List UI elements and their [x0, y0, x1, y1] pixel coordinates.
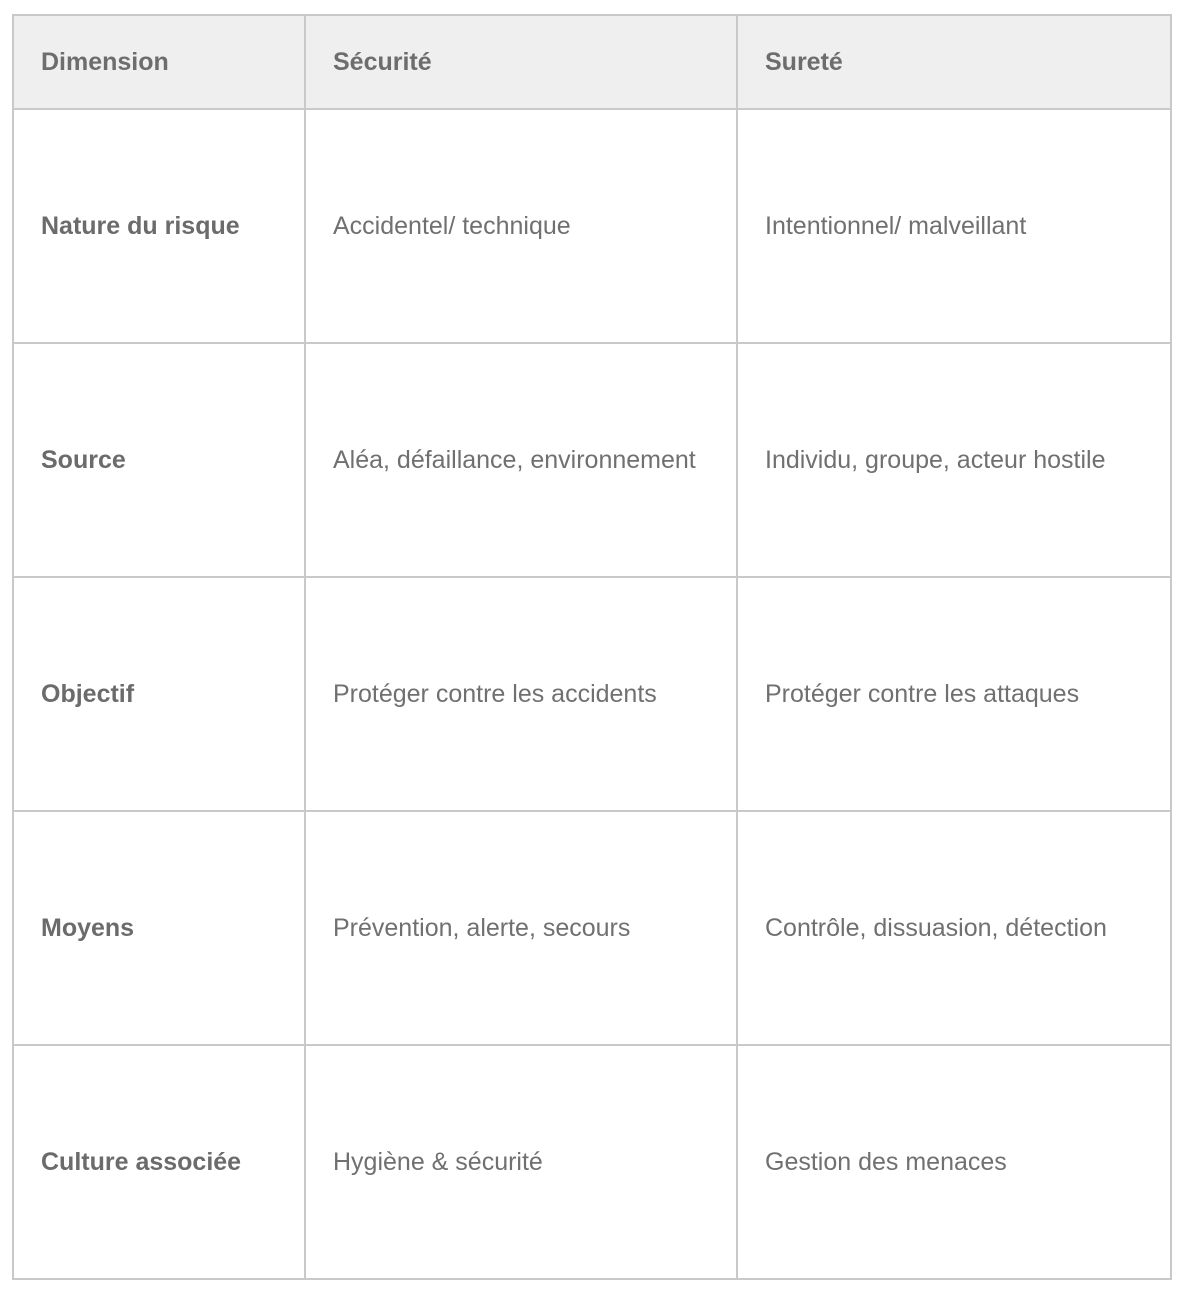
header-surete: Sureté — [737, 15, 1171, 109]
row-label: Moyens — [13, 811, 305, 1045]
table-header — [13, 15, 1171, 109]
row-label: Objectif — [13, 577, 305, 811]
header-row — [13, 15, 1171, 109]
comparison-table — [12, 14, 1172, 1280]
table-row — [13, 577, 1171, 811]
cell-securite: Prévention, alerte, secours — [305, 811, 737, 1045]
row-label: Nature du risque — [13, 109, 305, 343]
cell-surete: Protéger contre les attaques — [737, 577, 1171, 811]
cell-surete: Individu, groupe, acteur hostile — [737, 343, 1171, 577]
table-row — [13, 109, 1171, 343]
table-row — [13, 1045, 1171, 1279]
row-label: Source — [13, 343, 305, 577]
cell-securite: Aléa, défaillance, environnement — [305, 343, 737, 577]
table-body — [13, 109, 1171, 1279]
header-dimension: Dimension — [13, 15, 305, 109]
cell-securite: Accidentel/ technique — [305, 109, 737, 343]
cell-securite: Hygiène & sécurité — [305, 1045, 737, 1279]
table-row — [13, 343, 1171, 577]
table-row — [13, 811, 1171, 1045]
cell-surete: Intentionnel/ malveillant — [737, 109, 1171, 343]
cell-surete: Gestion des menaces — [737, 1045, 1171, 1279]
header-securite: Sécurité — [305, 15, 737, 109]
cell-securite: Protéger contre les accidents — [305, 577, 737, 811]
cell-surete: Contrôle, dissuasion, détection — [737, 811, 1171, 1045]
row-label: Culture associée — [13, 1045, 305, 1279]
